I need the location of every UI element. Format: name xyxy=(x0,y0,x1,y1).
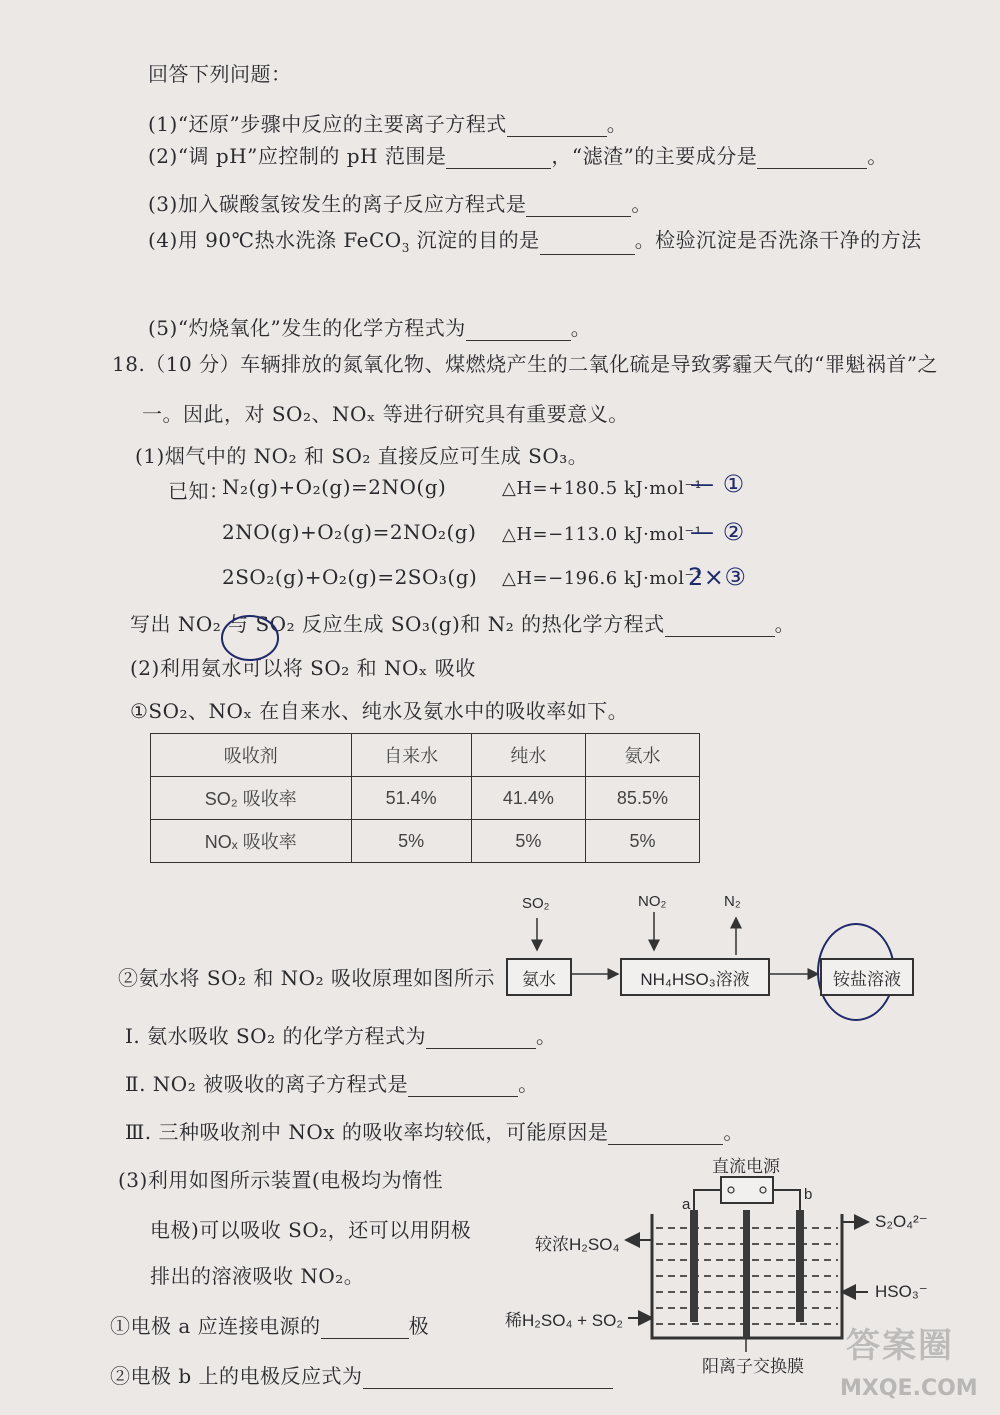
known-label: 已知： xyxy=(168,479,230,503)
q18-part-i: Ⅰ. 氨水吸收 SO₂ 的化学方程式为 。 xyxy=(125,1024,557,1048)
q18-sub1: (1)烟气中的 NO₂ 和 SO₂ 直接反应可生成 SO₃。 xyxy=(135,444,589,468)
electrolysis-cell xyxy=(626,1177,868,1352)
q17-intro: 回答下列问题： xyxy=(148,62,292,86)
flow-box-ammonium-salt: 铵盐溶液 xyxy=(820,958,914,996)
flow-input-so2: SO₂ xyxy=(522,895,550,912)
q18-sub3-q2: ②电极 b 上的电极反应式为 xyxy=(110,1360,613,1389)
flow-input-no2: NO₂ xyxy=(638,893,667,910)
right-outflow-label: S₂O₄²⁻ xyxy=(875,1212,928,1231)
electrode-b xyxy=(796,1210,804,1322)
table-header-cell: 自来水 xyxy=(351,734,471,777)
answer-blank[interactable] xyxy=(608,1122,723,1145)
left-outflow-label: 较浓H₂SO₄ xyxy=(535,1235,620,1254)
electrode-a-label: a xyxy=(682,1196,691,1213)
q18-heading-line1: 18.（10 分）车辆排放的氮氧化物、煤燃烧产生的二氧化硫是导致雾霾天气的“罪魁祸首”之 xyxy=(112,352,939,376)
table-cell: NOₓ 吸收率 xyxy=(151,820,352,863)
cation-exchange-membrane xyxy=(743,1210,750,1338)
q17-part1: (1)“还原”步骤中反应的主要离子方程式 。 xyxy=(148,112,628,136)
answer-blank[interactable] xyxy=(426,1026,536,1049)
q18-sub2b: ②氨水将 SO₂ 和 NO₂ 吸收原理如图所示 xyxy=(118,966,495,990)
table-cell: 85.5% xyxy=(585,777,699,820)
q18-sub3-q1: ①电极 a 应连接电源的 极 xyxy=(110,1314,430,1338)
equation-1: N₂(g)+O₂(g)=2NO(g) xyxy=(222,475,447,499)
equation-2: 2NO(g)+O₂(g)=2NO₂(g) xyxy=(222,520,477,544)
q17-part2: (2)“调 pH”应控制的 pH 范围是 ，“滤渣”的主要成分是 。 xyxy=(148,144,888,168)
answer-blank[interactable] xyxy=(363,1366,613,1389)
membrane-label: 阳离子交换膜 xyxy=(702,1357,804,1376)
handwritten-mark-2: — ② xyxy=(690,518,745,546)
q18-sub3-line3: 排出的溶液吸收 NO₂。 xyxy=(150,1264,365,1288)
handwritten-mark-3: 2×③ xyxy=(688,563,747,591)
q17-part4: (4)用 90℃热水洗涤 FeCO$_3$ 沉淀的目的是 。检验沉淀是否洗涤干净的方法 xyxy=(148,228,922,255)
table-header-cell: 纯水 xyxy=(471,734,585,777)
flow-box-nh4hso3: NH₄HSO₃溶液 xyxy=(620,958,770,996)
enthalpy-2: △H=−113.0 kJ·mol⁻¹ xyxy=(502,524,703,545)
power-supply-box xyxy=(721,1177,773,1203)
handwritten-mark-1: — ① xyxy=(690,470,745,498)
table-cell: 5% xyxy=(585,820,699,863)
table-header-cell: 吸收剂 xyxy=(151,734,352,777)
wire-b xyxy=(773,1190,800,1212)
q18-sub2: (2)利用氨水可以将 SO₂ 和 NOₓ 吸收 xyxy=(130,656,476,680)
q18-sub3-line1: (3)利用如图所示装置(电极均为惰性 xyxy=(118,1168,444,1192)
enthalpy-3: △H=−196.6 kJ·mol⁻¹ xyxy=(502,568,703,589)
table-cell: 5% xyxy=(471,820,585,863)
q18-heading-line2: 一。因此，对 SO₂、NOₓ 等进行研究具有重要意义。 xyxy=(142,402,629,426)
handwritten-circle xyxy=(222,616,278,660)
q17-part3: (3)加入碳酸氢铵发生的离子反应方程式是 。 xyxy=(148,192,652,216)
q18-part-iii: Ⅲ. 三种吸收剂中 NOx 的吸收率均较低，可能原因是 。 xyxy=(125,1120,744,1144)
flow-output-n2: N₂ xyxy=(724,893,741,910)
answer-blank[interactable] xyxy=(408,1074,518,1097)
table-cell: SO₂ 吸收率 xyxy=(151,777,352,820)
electrode-a xyxy=(690,1210,698,1322)
wire-a xyxy=(694,1190,721,1212)
table-cell: 5% xyxy=(351,820,471,863)
flow-box-ammonia: 氨水 xyxy=(506,958,572,996)
watermark-logo: 答案圈 xyxy=(846,1326,954,1366)
table-cell: 41.4% xyxy=(471,777,585,820)
equation-3: 2SO₂(g)+O₂(g)=2SO₃(g) xyxy=(222,565,478,589)
q18-sub3-line2: 电极)可以吸收 SO₂，还可以用阴极 xyxy=(150,1218,472,1242)
power-supply-label: 直流电源 xyxy=(712,1157,780,1176)
left-inflow-label: 稀H₂SO₄ + SO₂ xyxy=(505,1311,623,1330)
enthalpy-1: △H=+180.5 kJ·mol⁻¹ xyxy=(502,478,703,499)
table-cell: 51.4% xyxy=(351,777,471,820)
right-inflow-label: HSO₃⁻ xyxy=(875,1282,928,1301)
q18-part-ii: Ⅱ. NO₂ 被吸收的离子方程式是 。 xyxy=(125,1072,539,1096)
q18-sub2a: ①SO₂、NOₓ 在自来水、纯水及氨水中的吸收率如下。 xyxy=(130,699,629,723)
table-header-cell: 氨水 xyxy=(585,734,699,777)
watermark-url: MXQE.COM xyxy=(840,1376,978,1401)
q17-part5: (5)“灼烧氧化”发生的化学方程式为 。 xyxy=(148,316,592,340)
electrode-b-label: b xyxy=(804,1186,813,1203)
answer-blank[interactable] xyxy=(321,1316,409,1339)
q18-ask1: 写出 NO₂ 与 SO₂ 反应生成 SO₃(g)和 N₂ 的热化学方程式 。 xyxy=(130,612,796,636)
